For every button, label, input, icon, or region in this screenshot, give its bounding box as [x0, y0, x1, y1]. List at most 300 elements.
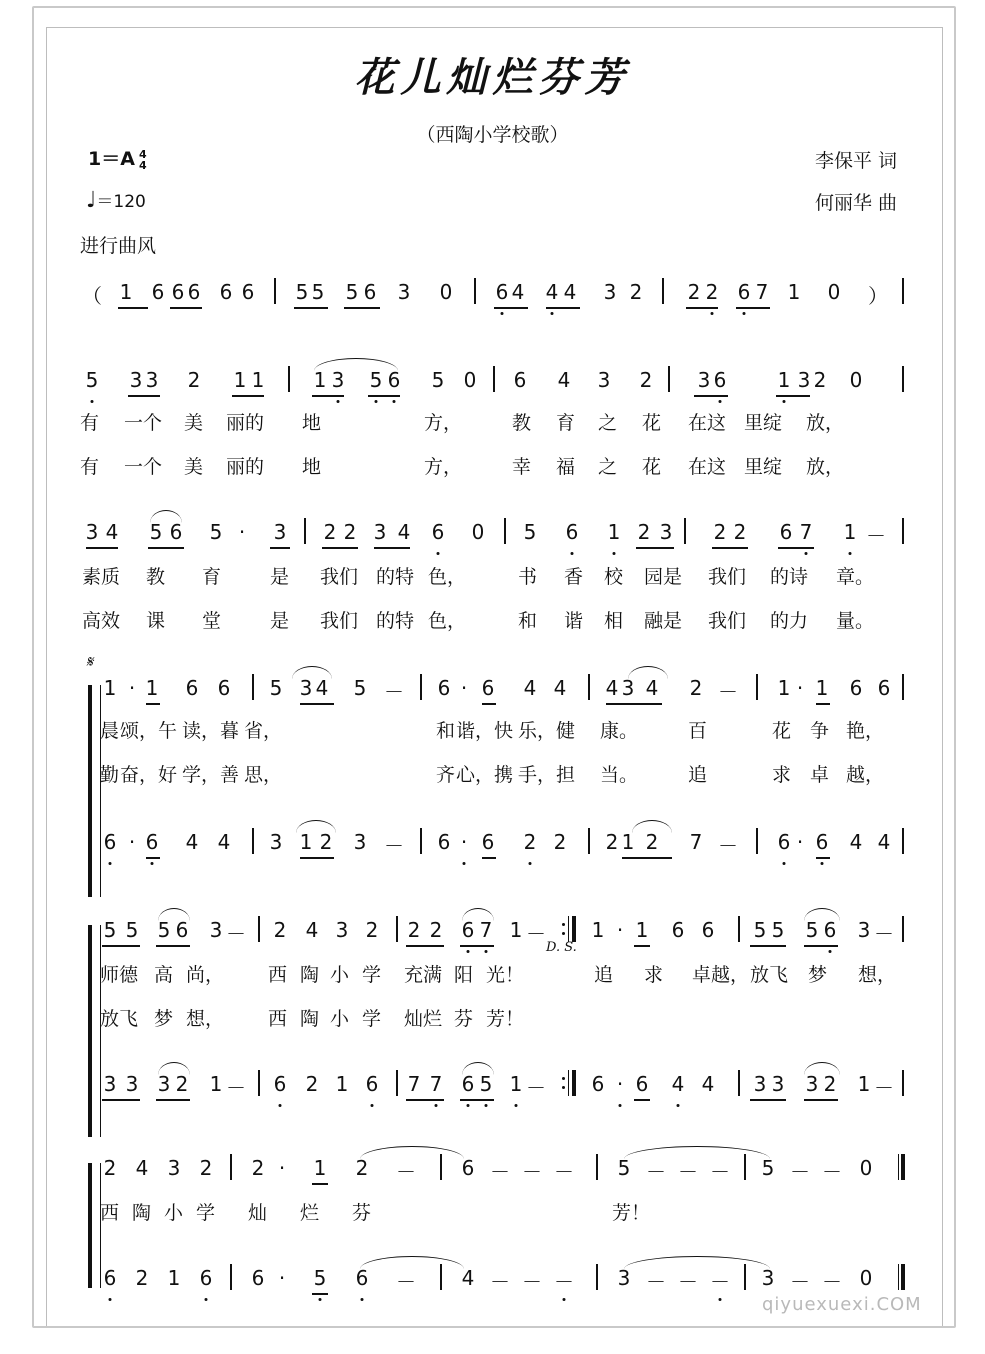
lyric-syllable: 想，: [186, 1008, 225, 1030]
barline: [738, 916, 740, 942]
barline: [420, 674, 422, 700]
beam-underline: [232, 395, 264, 397]
beam-underline: [494, 307, 528, 309]
lyric-syllable: 谐，快: [456, 720, 514, 742]
lyric-syllable: 卓越，: [692, 964, 750, 986]
note: －: [710, 1160, 730, 1184]
beam-underline: [634, 1099, 650, 1101]
lyric-syllable: 康。: [600, 720, 639, 742]
note: 4: [563, 280, 577, 304]
lyric-line-verse-a-2: [0, 452, 985, 482]
lyric-syllable: 里绽: [744, 456, 783, 478]
note: 2: [553, 830, 567, 854]
lower-octave-dot: [393, 400, 396, 403]
lyric-syllable: 章。: [836, 566, 875, 588]
note: 6: [481, 830, 495, 854]
note: 5: [369, 368, 383, 392]
note: 7: [429, 1072, 443, 1096]
lyric-syllable: 芬: [454, 1008, 474, 1030]
note: 1: [857, 1072, 871, 1096]
note: 6: [461, 1156, 475, 1180]
barline: [493, 366, 495, 392]
song-subtitle: （西陶小学校歌）: [416, 124, 569, 146]
beam-underline: [686, 307, 718, 309]
note: 6: [591, 1072, 605, 1096]
note: 6: [273, 1072, 287, 1096]
note: 3: [331, 368, 345, 392]
note: ·: [616, 1072, 624, 1096]
note: 2: [523, 830, 537, 854]
note: （: [82, 284, 102, 308]
note: 2: [323, 520, 337, 544]
lyric-line-chorus-b-upper-1: [0, 960, 985, 990]
note: 1: [335, 1072, 349, 1096]
beam-underline: [300, 703, 334, 705]
note: 0: [859, 1266, 873, 1290]
note: 4: [217, 830, 231, 854]
lyric-syllable: 谐: [564, 610, 584, 632]
lyric-syllable: 小: [164, 1202, 184, 1224]
lyric-syllable: 手，担: [518, 764, 576, 786]
beam-underline: [804, 1099, 838, 1101]
lyric-syllable: 梦: [154, 1008, 174, 1030]
note: 2: [355, 1156, 369, 1180]
note: 2: [343, 520, 357, 544]
note: －: [554, 1270, 574, 1294]
note: 7: [479, 918, 493, 942]
barline: [756, 674, 758, 700]
beam-underline: [300, 857, 334, 859]
lower-octave-dot: [375, 400, 378, 403]
note: 5: [617, 1156, 631, 1180]
lyric-syllable: 课: [146, 610, 166, 632]
lyric-syllable: 相: [604, 610, 624, 632]
lyric-syllable: 当。: [600, 764, 639, 786]
lyric-syllable: 一个: [124, 412, 163, 434]
song-title: 花儿灿烂芬芳: [354, 54, 631, 101]
barline: [304, 518, 306, 544]
note: 5: [805, 918, 819, 942]
note: 0: [439, 280, 453, 304]
lyric-syllable: 花: [772, 720, 792, 742]
lyric-syllable: 追: [594, 964, 614, 986]
barline: [274, 278, 276, 304]
beam-underline: [546, 307, 580, 309]
note: 7: [407, 1072, 421, 1096]
lyric-syllable: 求: [772, 764, 792, 786]
lyric-syllable: 放，: [806, 456, 845, 478]
lyric-syllable: 色，: [428, 610, 467, 632]
note: －: [866, 524, 886, 548]
note: 2: [175, 1072, 189, 1096]
note: 6: [219, 280, 233, 304]
note: 2: [813, 368, 827, 392]
note: 3: [771, 1072, 785, 1096]
lyric-syllable: 灿: [248, 1202, 268, 1224]
barline: [596, 1154, 598, 1180]
note: －: [490, 1270, 510, 1294]
system-brace: [88, 1163, 101, 1288]
notation-row-chorus-b-upper: [0, 914, 985, 954]
barline: [288, 366, 290, 392]
note: 1: [777, 368, 791, 392]
barline: [596, 1264, 598, 1290]
note: 6: [103, 1266, 117, 1290]
note: 2: [187, 368, 201, 392]
note: 5: [149, 520, 163, 544]
lyric-syllable: 陶: [300, 964, 320, 986]
barline: [474, 278, 476, 304]
lyric-syllable: 一个: [124, 456, 163, 478]
note: 3: [157, 1072, 171, 1096]
note: 1: [509, 1072, 523, 1096]
note: 4: [135, 1156, 149, 1180]
lyric-syllable: 福: [556, 456, 576, 478]
lyric-syllable: 齐: [436, 764, 456, 786]
note: 4: [557, 368, 571, 392]
lyric-syllable: 求: [644, 964, 664, 986]
barline: [902, 916, 904, 942]
lyric-syllable: 高: [154, 964, 174, 986]
lyric-syllable: 西: [268, 1008, 288, 1030]
lyric-syllable: 小: [330, 1008, 350, 1030]
watermark: qiyuexuexi.COM: [762, 1294, 922, 1315]
note: 7: [799, 520, 813, 544]
lyric-syllable: 之: [598, 456, 618, 478]
lower-octave-dot: [467, 950, 470, 953]
note: 1: [313, 368, 327, 392]
note: 3: [697, 368, 711, 392]
lyric-syllable: 读，暮: [182, 720, 240, 742]
lyric-syllable: 学: [362, 964, 382, 986]
note: －: [822, 1270, 842, 1294]
note: 2: [687, 280, 701, 304]
lyric-syllable: 堂: [202, 610, 222, 632]
lyric-syllable: 小: [330, 964, 350, 986]
segno-icon: 𝄋: [86, 652, 93, 671]
note: 6: [713, 368, 727, 392]
note: 4: [701, 1072, 715, 1096]
beam-underline: [344, 307, 380, 309]
lower-octave-dot: [783, 400, 786, 403]
note: 2: [705, 280, 719, 304]
note: ）: [868, 284, 888, 308]
barline: [588, 674, 590, 700]
note: 6: [365, 1072, 379, 1096]
note: 3: [335, 918, 349, 942]
lyric-syllable: 丽的: [226, 456, 265, 478]
note: 3: [299, 676, 313, 700]
note: 3: [209, 918, 223, 942]
beam-underline: [776, 395, 810, 397]
lyric-syllable: 充满: [404, 964, 443, 986]
lyric-syllable: 芬: [352, 1202, 372, 1224]
note: ·: [128, 676, 136, 700]
lower-octave-dot: [711, 312, 714, 315]
lower-octave-dot: [563, 1298, 566, 1301]
note: 0: [471, 520, 485, 544]
lyric-syllable: 学: [362, 1008, 382, 1030]
barline: [738, 1070, 740, 1096]
note: 1: [209, 1072, 223, 1096]
note: ·: [460, 830, 468, 854]
note: 6: [461, 918, 475, 942]
note: 6: [169, 520, 183, 544]
lower-octave-dot: [619, 1104, 622, 1107]
notation-row-chorus-a-upper: [0, 672, 985, 712]
note: －: [678, 1270, 698, 1294]
barline: [258, 1070, 260, 1096]
note: ·: [796, 676, 804, 700]
beam-underline: [816, 857, 830, 859]
note: 6: [103, 830, 117, 854]
note: －: [646, 1270, 666, 1294]
lower-octave-dot: [613, 552, 616, 555]
note: 5: [103, 918, 117, 942]
note: －: [646, 1160, 666, 1184]
note: 6: [823, 918, 837, 942]
note: －: [678, 1160, 698, 1184]
note: 1: [607, 520, 621, 544]
lyric-syllable: 卓: [810, 764, 830, 786]
lyric-syllable: 育: [202, 566, 222, 588]
lower-octave-dot: [719, 1298, 722, 1301]
note: 3: [753, 1072, 767, 1096]
key-label: 1＝A: [88, 148, 135, 170]
lyric-syllable: 美: [184, 456, 204, 478]
note: 2: [645, 830, 659, 854]
barline: [902, 674, 904, 700]
notation-row-verse-a: [0, 364, 985, 404]
lower-octave-dot: [91, 400, 94, 403]
lower-octave-dot: [719, 400, 722, 403]
note: ·: [238, 520, 246, 544]
note: 5: [313, 1266, 327, 1290]
note: 6: [355, 1266, 369, 1290]
note: 5: [209, 520, 223, 544]
notation-row-chorus-b-lower: [0, 1068, 985, 1108]
note: 6: [437, 830, 451, 854]
note: 4: [185, 830, 199, 854]
beam-underline: [118, 307, 148, 309]
note: 3: [125, 1072, 139, 1096]
note: 1: [313, 1156, 327, 1180]
note: 7: [755, 280, 769, 304]
note: 5: [479, 1072, 493, 1096]
style-marking: 进行曲风: [80, 235, 157, 257]
lower-octave-dot: [205, 1298, 208, 1301]
lower-octave-dot: [849, 552, 852, 555]
note: 5: [125, 918, 139, 942]
beam-underline: [170, 307, 202, 309]
lyric-syllable: 争: [810, 720, 830, 742]
note: 5: [345, 280, 359, 304]
note: 0: [849, 368, 863, 392]
note: 5: [311, 280, 325, 304]
note: 2: [637, 520, 651, 544]
note: 5: [753, 918, 767, 942]
note: 6: [217, 676, 231, 700]
beam-underline: [482, 857, 496, 859]
beam-underline: [778, 547, 814, 549]
barline: [902, 278, 904, 304]
notation-row-coda-lower: [0, 1262, 985, 1302]
note: 6: [199, 1266, 213, 1290]
note: 6: [635, 1072, 649, 1096]
beam-underline: [750, 945, 786, 947]
lower-octave-dot: [529, 862, 532, 865]
note: －: [874, 1076, 894, 1100]
note: 2: [365, 918, 379, 942]
lyric-syllable: 方，: [424, 456, 463, 478]
note: 6: [431, 520, 445, 544]
barline: [258, 916, 260, 942]
note: 3: [269, 830, 283, 854]
barline: [902, 366, 904, 392]
note: 1: [635, 918, 649, 942]
lyric-syllable: 艳，: [846, 720, 885, 742]
lower-octave-dot: [485, 1104, 488, 1107]
barline: [756, 828, 758, 854]
beam-underline: [712, 547, 748, 549]
lyric-syllable: 放飞: [750, 964, 789, 986]
beam-underline: [622, 857, 672, 859]
note: 6: [185, 676, 199, 700]
note: 3: [797, 368, 811, 392]
lower-octave-dot: [677, 1104, 680, 1107]
note: 3: [857, 918, 871, 942]
lyric-syllable: 色，: [428, 566, 467, 588]
notation-row-verse-b: [0, 516, 985, 556]
note: 2: [629, 280, 643, 304]
note: 1: [119, 280, 133, 304]
lyric-syllable: 园是: [644, 566, 683, 588]
lyric-syllable: 幸: [512, 456, 532, 478]
lyric-line-verse-a-1: [0, 408, 985, 438]
note: 6: [151, 280, 165, 304]
beam-underline: [406, 945, 444, 947]
note: 5: [295, 280, 309, 304]
beam-underline: [146, 703, 160, 705]
barline: [396, 916, 398, 942]
lyric-syllable: 融是: [644, 610, 683, 632]
note: 6: [877, 676, 891, 700]
note: 2: [713, 520, 727, 544]
beam-underline: [406, 1099, 444, 1101]
beam-underline: [374, 547, 410, 549]
beam-underline: [86, 547, 118, 549]
beam-underline: [816, 703, 830, 705]
lyric-syllable: 和: [436, 720, 456, 742]
lower-octave-dot: [361, 1298, 364, 1301]
system-brace: [88, 925, 101, 1137]
note: 0: [859, 1156, 873, 1180]
lyric-syllable: 方，: [424, 412, 463, 434]
note: 4: [645, 676, 659, 700]
note: 2: [605, 830, 619, 854]
lyric-syllable: 在这: [688, 412, 727, 434]
note: 4: [671, 1072, 685, 1096]
beam-underline: [368, 395, 400, 397]
barline: [252, 674, 254, 700]
note: －: [718, 834, 738, 858]
barline: [902, 518, 904, 544]
beam-underline: [322, 547, 358, 549]
beam-underline: [156, 1099, 190, 1101]
note: 3: [129, 368, 143, 392]
barline: [662, 278, 664, 304]
lyric-syllable: 高效: [82, 610, 121, 632]
beam-underline: [146, 857, 160, 859]
note: 3: [805, 1072, 819, 1096]
lower-octave-dot: [467, 1104, 470, 1107]
note: －: [522, 1160, 542, 1184]
beam-underline: [270, 547, 290, 549]
note: 6: [171, 280, 185, 304]
beam-underline: [156, 945, 190, 947]
lyric-syllable: 的力: [770, 610, 809, 632]
lyric-syllable: 灿烂: [404, 1008, 443, 1030]
lyric-line-coda-upper-1: [0, 1198, 985, 1228]
tempo-marking: [86, 187, 146, 213]
lyric-syllable: 有: [80, 412, 100, 434]
note: 3: [597, 368, 611, 392]
note: 3: [85, 520, 99, 544]
note: －: [522, 1270, 542, 1294]
note: 2: [103, 1156, 117, 1180]
lyric-syllable: 芳！: [612, 1202, 651, 1224]
lower-octave-dot: [109, 1298, 112, 1301]
tempo-value: ＝120: [96, 192, 146, 212]
key-signature: [88, 144, 147, 171]
note: 4: [523, 676, 537, 700]
lyric-line-verse-b-1: [0, 562, 985, 592]
lyric-syllable: 里绽: [744, 412, 783, 434]
barline: [902, 828, 904, 854]
barline: [684, 518, 686, 544]
final-barline: [898, 1264, 906, 1290]
lyric-syllable: 我们: [320, 566, 359, 588]
lyric-syllable: 思，: [244, 764, 283, 786]
note: 2: [823, 1072, 837, 1096]
note: 1: [103, 676, 117, 700]
lyric-syllable: 尚，: [186, 964, 225, 986]
beam-underline: [736, 307, 770, 309]
note: 3: [273, 520, 287, 544]
beam-underline: [750, 1099, 786, 1101]
note: 2: [689, 676, 703, 700]
note: 0: [827, 280, 841, 304]
lower-octave-dot: [485, 950, 488, 953]
lyric-syllable: 校: [604, 566, 624, 588]
note: －: [526, 1076, 546, 1100]
lyric-line-chorus-b-upper-2: [0, 1004, 985, 1034]
beam-underline: [636, 547, 674, 549]
lyric-syllable: 奋，好: [120, 764, 178, 786]
beam-underline: [312, 395, 344, 397]
note: 4: [315, 676, 329, 700]
note: 3: [353, 830, 367, 854]
note: 4: [461, 1266, 475, 1290]
note: －: [226, 922, 246, 946]
lyric-syllable: 想，: [858, 964, 897, 986]
note: 2: [639, 368, 653, 392]
barline: [252, 828, 254, 854]
note: 6: [779, 520, 793, 544]
note: 6: [849, 676, 863, 700]
barline: [504, 518, 506, 544]
barline: [230, 1154, 232, 1180]
